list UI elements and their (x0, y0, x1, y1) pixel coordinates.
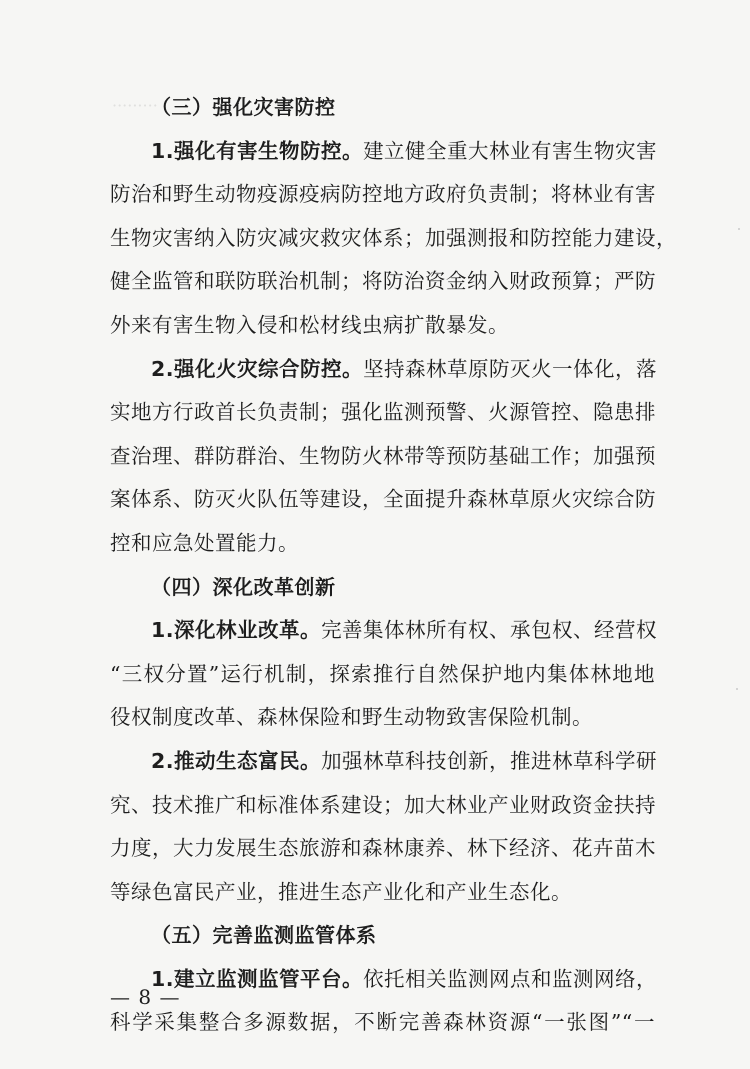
paragraph-line: 控和应急处置能力。 (110, 530, 299, 555)
paragraph-line: 役权制度改革、森林保险和野生动物致害保险机制。 (110, 705, 593, 730)
paragraph-lead: 1.强化有害生物防控。 (151, 138, 364, 163)
paragraph-lead: 1.深化林业改革。 (151, 618, 322, 643)
paragraph-line: 等绿色富民产业，推进生态产业化和产业生态化。 (110, 879, 572, 904)
scan-speck (738, 228, 740, 230)
paragraph-line: 1.强化有害生物防控。建立健全重大林业有害生物灾害 (151, 138, 658, 163)
paragraph-line: 实地方行政首长负责制；强化监测预警、火源管控、隐患排 (110, 400, 656, 425)
paragraph-line: 防治和野生动物疫源疫病防控地方政府负责制；将林业有害 (110, 182, 656, 207)
paragraph-lead: 1.建立监测监管平台。 (151, 966, 364, 991)
paragraph-lead: 2.推动生态富民。 (151, 748, 322, 773)
paragraph-line: 查治理、群防群治、生物防火林带等预防基础工作；加强预 (110, 443, 656, 468)
paragraph-line: 健全监管和联防联治机制；将防治资金纳入财政预算；严防 (110, 269, 656, 294)
scan-speck (736, 688, 738, 690)
section-title-4: （四）深化改革创新 (151, 574, 336, 599)
paragraph-lead: 2.强化火灾综合防控。 (151, 356, 364, 381)
paragraph-line: 科学采集整合多源数据，不断完善森林资源“一张图”“一 (110, 1010, 655, 1035)
paragraph-line: 1.建立监测监管平台。依托相关监测网点和监测网络， (151, 966, 658, 991)
paragraph-line: 2.推动生态富民。加强林草科技创新，推进林草科学研 (151, 748, 658, 773)
paragraph-line: 1.深化林业改革。完善集体林所有权、承包权、经营权 (151, 618, 658, 643)
paragraph-line: 案体系、防灭火队伍等建设，全面提升森林草原火灾综合防 (110, 487, 656, 512)
paragraph-line: 力度，大力发展生态旅游和森林康养、林下经济、花卉苗木 (110, 836, 656, 861)
paragraph-line: 究、技术推广和标准体系建设；加大林业产业财政资金扶持 (110, 792, 656, 817)
paragraph-line: 外来有害生物入侵和松材线虫病扩散暴发。 (110, 312, 509, 337)
paragraph-line: 2.强化火灾综合防控。坚持森林草原防灭火一体化，落 (151, 356, 658, 381)
paragraph-line: 生物灾害纳入防灾减灾救灾体系；加强测报和防控能力建设， (110, 225, 677, 250)
bleed-through-text: ········· (112, 96, 158, 115)
section-title-5: （五）完善监测监管体系 (151, 923, 377, 948)
document-body (110, 86, 677, 1045)
paragraph-line: “三权分置”运行机制，探索推行自然保护地内集体林地地 (110, 661, 655, 686)
page-number: — 8 — (110, 985, 181, 1009)
section-title-3: （三）强化灾害防控 (151, 95, 336, 119)
